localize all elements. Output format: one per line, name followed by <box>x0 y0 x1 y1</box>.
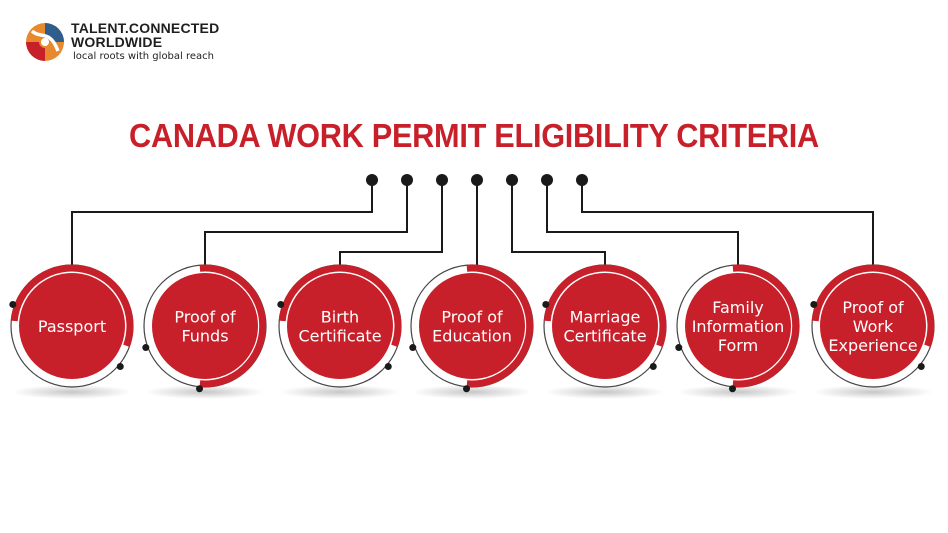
node-arc-dot <box>196 385 203 392</box>
node-arc-dot <box>385 363 392 370</box>
node-arc-dot <box>463 385 470 392</box>
brand-name-line2: WORLDWIDE <box>71 34 163 50</box>
criteria-label: Proof of <box>842 298 904 317</box>
connector-dot <box>541 174 553 186</box>
page-title: CANADA WORK PERMIT ELIGIBILITY CRITERIA <box>129 117 819 154</box>
criteria-label: Experience <box>828 336 918 355</box>
node-arc-dot <box>918 363 925 370</box>
connector-dot <box>506 174 518 186</box>
node-arc-dot <box>675 344 682 351</box>
criteria-label: Certificate <box>563 326 647 346</box>
criteria-label: Form <box>717 336 759 355</box>
connector-line <box>340 180 442 265</box>
connector-dot <box>366 174 378 186</box>
criteria-label: Proof of <box>441 307 503 327</box>
node-arc-dot <box>650 363 657 370</box>
node-arc-dot <box>729 385 736 392</box>
criteria-node <box>9 265 133 399</box>
node-arc-dot <box>117 363 124 370</box>
criteria-label: Certificate <box>298 326 382 346</box>
criteria-node <box>675 265 799 399</box>
connector-dot <box>576 174 588 186</box>
criteria-label: Information <box>691 317 785 336</box>
criteria-label: Marriage <box>569 307 641 327</box>
node-arc-dot <box>9 301 16 308</box>
connector-dot <box>436 174 448 186</box>
criteria-label: Birth <box>320 307 360 327</box>
connector-line <box>72 180 372 265</box>
node-arc-dot <box>542 301 549 308</box>
node-arc-dot <box>142 344 149 351</box>
connector-lines <box>72 174 873 265</box>
criteria-node <box>409 265 533 399</box>
criteria-label: Proof of <box>174 307 236 327</box>
connector-dot <box>401 174 413 186</box>
brand-tagline: local roots with global reach <box>73 51 214 62</box>
criteria-node <box>542 265 666 399</box>
criteria-label: Passport <box>37 317 107 336</box>
connector-dot <box>471 174 483 186</box>
connector-line <box>582 180 873 265</box>
criteria-node <box>142 265 266 399</box>
node-arc-dot <box>277 301 284 308</box>
connector-line <box>512 180 605 265</box>
criteria-label: Funds <box>181 326 229 346</box>
criteria-node <box>810 265 934 399</box>
criteria-nodes <box>9 265 934 399</box>
criteria-label: Family <box>712 298 764 317</box>
node-arc-dot <box>810 301 817 308</box>
criteria-label: Education <box>432 326 512 346</box>
brand-name-line1: TALENT.CONNECTED <box>71 20 220 36</box>
criteria-node <box>277 265 401 399</box>
node-arc-dot <box>409 344 416 351</box>
criteria-label: Work <box>852 317 894 336</box>
